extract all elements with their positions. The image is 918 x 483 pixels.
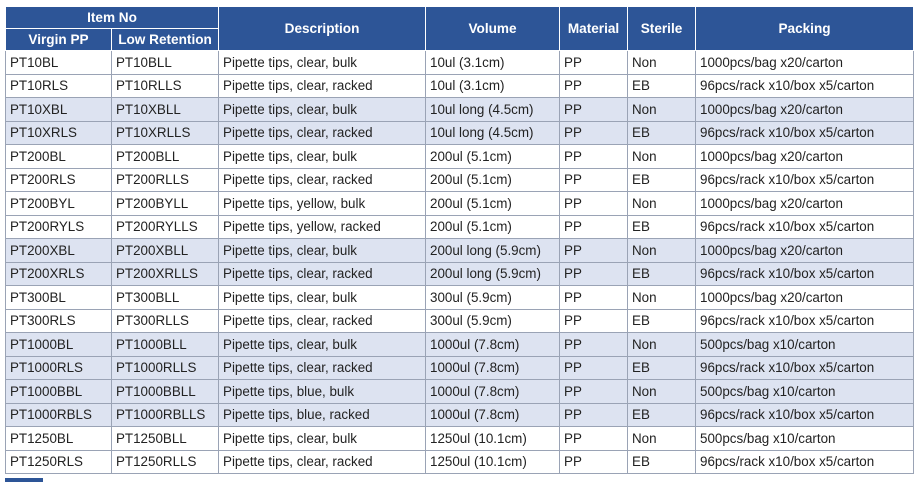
cell-virgin-pp: PT200BL — [6, 145, 112, 169]
cell-volume: 1250ul (10.1cm) — [426, 427, 560, 451]
cell-low-retention: PT300BLL — [112, 286, 219, 310]
header-material: Material — [560, 7, 628, 51]
cell-low-retention: PT1000RBLLS — [112, 403, 219, 427]
cell-material: PP — [560, 309, 628, 333]
cell-packing: 1000pcs/bag x20/carton — [696, 145, 914, 169]
cell-low-retention: PT1000RLLS — [112, 356, 219, 380]
cell-description: Pipette tips, clear, racked — [219, 309, 426, 333]
cell-volume: 300ul (5.9cm) — [426, 286, 560, 310]
cell-volume: 200ul (5.1cm) — [426, 145, 560, 169]
table-body — [6, 51, 914, 474]
cell-virgin-pp: PT200RYLS — [6, 215, 112, 239]
cell-sterile: EB — [628, 168, 696, 192]
cell-sterile: Non — [628, 192, 696, 216]
cell-low-retention: PT10RLLS — [112, 74, 219, 98]
cell-material: PP — [560, 192, 628, 216]
cell-packing: 96pcs/rack x10/box x5/carton — [696, 356, 914, 380]
cell-volume: 1000ul (7.8cm) — [426, 403, 560, 427]
cell-packing: 1000pcs/bag x20/carton — [696, 51, 914, 75]
cell-description: Pipette tips, clear, racked — [219, 74, 426, 98]
cell-description: Pipette tips, blue, racked — [219, 403, 426, 427]
cell-packing: 1000pcs/bag x20/carton — [696, 192, 914, 216]
cell-sterile: EB — [628, 262, 696, 286]
cell-low-retention: PT200BYLL — [112, 192, 219, 216]
cell-low-retention: PT10BLL — [112, 51, 219, 75]
cell-virgin-pp: PT200RLS — [6, 168, 112, 192]
cell-packing: 96pcs/rack x10/box x5/carton — [696, 121, 914, 145]
cell-volume: 10ul long (4.5cm) — [426, 121, 560, 145]
cell-volume: 200ul (5.1cm) — [426, 215, 560, 239]
cell-material: PP — [560, 450, 628, 474]
cell-volume: 300ul (5.9cm) — [426, 309, 560, 333]
cell-packing: 96pcs/rack x10/box x5/carton — [696, 309, 914, 333]
cell-material: PP — [560, 262, 628, 286]
cell-description: Pipette tips, clear, racked — [219, 356, 426, 380]
table-row — [6, 309, 914, 333]
cell-virgin-pp: PT300RLS — [6, 309, 112, 333]
table-row — [6, 74, 914, 98]
cell-sterile: Non — [628, 286, 696, 310]
cell-virgin-pp: PT1000RBLS — [6, 403, 112, 427]
cell-low-retention: PT200XRLLS — [112, 262, 219, 286]
cell-material: PP — [560, 286, 628, 310]
cell-sterile: EB — [628, 403, 696, 427]
cell-description: Pipette tips, blue, bulk — [219, 380, 426, 404]
cell-description: Pipette tips, clear, racked — [219, 450, 426, 474]
header-packing: Packing — [696, 7, 914, 51]
cell-volume: 200ul long (5.9cm) — [426, 262, 560, 286]
cell-virgin-pp: PT1000RLS — [6, 356, 112, 380]
table-row — [6, 168, 914, 192]
header-item-no: Item No — [6, 7, 219, 29]
cell-packing: 1000pcs/bag x20/carton — [696, 286, 914, 310]
table-row — [6, 450, 914, 474]
cell-sterile: EB — [628, 450, 696, 474]
table-row — [6, 145, 914, 169]
cell-virgin-pp: PT300BL — [6, 286, 112, 310]
cell-packing: 96pcs/rack x10/box x5/carton — [696, 262, 914, 286]
cell-sterile: EB — [628, 309, 696, 333]
table-header — [6, 7, 914, 51]
cell-description: Pipette tips, clear, racked — [219, 168, 426, 192]
cell-packing: 96pcs/rack x10/box x5/carton — [696, 168, 914, 192]
table-row — [6, 121, 914, 145]
table-row — [6, 427, 914, 451]
cell-sterile: EB — [628, 215, 696, 239]
table-row — [6, 356, 914, 380]
cell-material: PP — [560, 145, 628, 169]
cell-packing: 96pcs/rack x10/box x5/carton — [696, 215, 914, 239]
cell-material: PP — [560, 215, 628, 239]
table-row — [6, 286, 914, 310]
cell-virgin-pp: PT10XRLS — [6, 121, 112, 145]
cell-low-retention: PT200XBLL — [112, 239, 219, 263]
cell-volume: 200ul (5.1cm) — [426, 168, 560, 192]
cell-packing: 96pcs/rack x10/box x5/carton — [696, 403, 914, 427]
header-sterile: Sterile — [628, 7, 696, 51]
cell-material: PP — [560, 168, 628, 192]
cell-packing: 500pcs/bag x10/carton — [696, 333, 914, 357]
cell-packing: 96pcs/rack x10/box x5/carton — [696, 74, 914, 98]
cell-material: PP — [560, 121, 628, 145]
cell-material: PP — [560, 333, 628, 357]
cell-packing: 1000pcs/bag x20/carton — [696, 98, 914, 122]
cell-volume: 1250ul (10.1cm) — [426, 450, 560, 474]
table-row — [6, 98, 914, 122]
table-row — [6, 192, 914, 216]
cell-virgin-pp: PT10RLS — [6, 74, 112, 98]
cell-low-retention: PT1250BLL — [112, 427, 219, 451]
cell-description: Pipette tips, clear, bulk — [219, 333, 426, 357]
cell-volume: 10ul (3.1cm) — [426, 74, 560, 98]
cell-material: PP — [560, 239, 628, 263]
table-row — [6, 239, 914, 263]
cell-virgin-pp: PT200XRLS — [6, 262, 112, 286]
cell-low-retention: PT1000BBLL — [112, 380, 219, 404]
cell-description: Pipette tips, clear, bulk — [219, 51, 426, 75]
cell-material: PP — [560, 427, 628, 451]
header-description: Description — [219, 7, 426, 51]
cell-sterile: EB — [628, 74, 696, 98]
cell-description: Pipette tips, clear, racked — [219, 121, 426, 145]
cell-sterile: Non — [628, 427, 696, 451]
cell-volume: 200ul (5.1cm) — [426, 192, 560, 216]
cell-low-retention: PT200BLL — [112, 145, 219, 169]
cell-description: Pipette tips, clear, bulk — [219, 239, 426, 263]
cell-material: PP — [560, 51, 628, 75]
cell-sterile: Non — [628, 333, 696, 357]
header-volume: Volume — [426, 7, 560, 51]
cell-description: Pipette tips, clear, racked — [219, 262, 426, 286]
cell-sterile: Non — [628, 239, 696, 263]
cell-low-retention: PT200RYLLS — [112, 215, 219, 239]
cell-description: Pipette tips, yellow, bulk — [219, 192, 426, 216]
cell-packing: 1000pcs/bag x20/carton — [696, 239, 914, 263]
cell-material: PP — [560, 380, 628, 404]
cell-low-retention: PT1250RLLS — [112, 450, 219, 474]
cell-virgin-pp: PT1000BL — [6, 333, 112, 357]
cell-sterile: Non — [628, 145, 696, 169]
cell-virgin-pp: PT200XBL — [6, 239, 112, 263]
cell-volume: 1000ul (7.8cm) — [426, 356, 560, 380]
product-table — [5, 6, 914, 474]
cell-virgin-pp: PT10XBL — [6, 98, 112, 122]
cell-description: Pipette tips, clear, bulk — [219, 98, 426, 122]
cell-low-retention: PT10XBLL — [112, 98, 219, 122]
cell-description: Pipette tips, clear, bulk — [219, 427, 426, 451]
cell-packing: 500pcs/bag x10/carton — [696, 427, 914, 451]
cell-virgin-pp: PT1250RLS — [6, 450, 112, 474]
cell-sterile: Non — [628, 380, 696, 404]
cell-virgin-pp: PT1250BL — [6, 427, 112, 451]
table-row — [6, 403, 914, 427]
cell-packing: 500pcs/bag x10/carton — [696, 380, 914, 404]
table-row — [6, 380, 914, 404]
cell-volume: 200ul long (5.9cm) — [426, 239, 560, 263]
cell-description: Pipette tips, clear, bulk — [219, 286, 426, 310]
cell-virgin-pp: PT10BL — [6, 51, 112, 75]
cell-volume: 10ul (3.1cm) — [426, 51, 560, 75]
cell-packing: 96pcs/rack x10/box x5/carton — [696, 450, 914, 474]
cell-virgin-pp: PT1000BBL — [6, 380, 112, 404]
footer-accent-bar — [5, 478, 43, 482]
cell-virgin-pp: PT200BYL — [6, 192, 112, 216]
header-virgin-pp: Virgin PP — [6, 29, 112, 51]
table-row — [6, 333, 914, 357]
cell-volume: 10ul long (4.5cm) — [426, 98, 560, 122]
cell-low-retention: PT200RLLS — [112, 168, 219, 192]
cell-volume: 1000ul (7.8cm) — [426, 333, 560, 357]
cell-low-retention: PT300RLLS — [112, 309, 219, 333]
cell-sterile: EB — [628, 121, 696, 145]
cell-sterile: Non — [628, 51, 696, 75]
header-low-retention: Low Retention — [112, 29, 219, 51]
cell-description: Pipette tips, yellow, racked — [219, 215, 426, 239]
table-row — [6, 51, 914, 75]
cell-material: PP — [560, 403, 628, 427]
cell-material: PP — [560, 98, 628, 122]
table-row — [6, 215, 914, 239]
cell-low-retention: PT10XRLLS — [112, 121, 219, 145]
cell-material: PP — [560, 356, 628, 380]
cell-description: Pipette tips, clear, bulk — [219, 145, 426, 169]
cell-volume: 1000ul (7.8cm) — [426, 380, 560, 404]
table-row — [6, 262, 914, 286]
cell-sterile: EB — [628, 356, 696, 380]
cell-sterile: Non — [628, 98, 696, 122]
cell-material: PP — [560, 74, 628, 98]
cell-low-retention: PT1000BLL — [112, 333, 219, 357]
